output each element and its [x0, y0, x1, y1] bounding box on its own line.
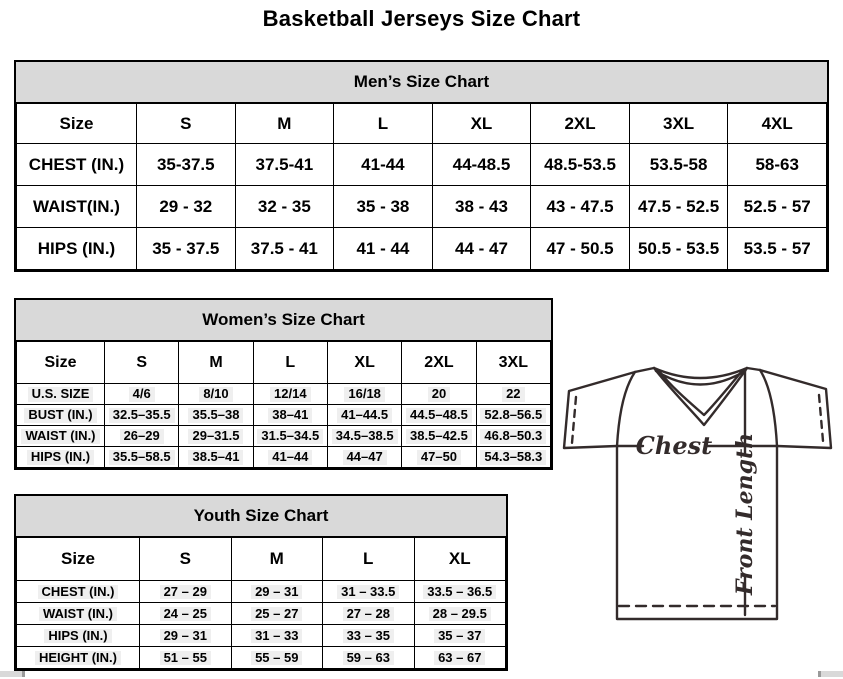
column-header: L	[253, 342, 327, 384]
size-value-cell: 20	[402, 384, 476, 405]
size-value-cell: 31.5–34.5	[253, 426, 327, 447]
size-value-cell: 53.5-58	[629, 144, 728, 186]
jersey-measurement-diagram	[555, 358, 840, 630]
size-value-cell: 29 – 31	[140, 625, 232, 647]
row-label: WAIST (IN.)	[17, 426, 105, 447]
size-value-cell: 59 – 63	[323, 647, 415, 669]
size-value-cell: 50.5 - 53.5	[629, 228, 728, 270]
row-label: U.S. SIZE	[17, 384, 105, 405]
column-header: Size	[17, 104, 137, 144]
size-value-cell: 27 – 28	[323, 603, 415, 625]
size-value-cell: 44.5–48.5	[402, 405, 476, 426]
size-value-cell: 26–29	[105, 426, 179, 447]
womens-size-table	[16, 341, 551, 468]
size-value-cell: 38 - 43	[432, 186, 531, 228]
measure-row	[17, 228, 827, 270]
size-value-cell: 47–50	[402, 447, 476, 468]
column-header: L	[323, 538, 415, 581]
page-title: Basketball Jerseys Size Chart	[262, 6, 581, 31]
size-value-cell: 48.5-53.5	[531, 144, 630, 186]
column-header: 4XL	[728, 104, 827, 144]
row-label: CHEST (IN.)	[17, 144, 137, 186]
column-header: M	[231, 538, 323, 581]
column-header: 3XL	[629, 104, 728, 144]
column-header: XL	[414, 538, 506, 581]
column-header: M	[179, 342, 253, 384]
row-label: WAIST(IN.)	[17, 186, 137, 228]
size-value-cell: 54.3–58.3	[476, 447, 550, 468]
size-value-cell: 35.5–38	[179, 405, 253, 426]
size-value-cell: 29 - 32	[137, 186, 236, 228]
column-header: 2XL	[531, 104, 630, 144]
size-value-cell: 35 – 37	[414, 625, 506, 647]
measure-row	[17, 426, 551, 447]
measure-row	[17, 144, 827, 186]
column-header: L	[334, 104, 433, 144]
jersey-right-cuff-dashed-line	[819, 395, 823, 441]
size-value-cell: 37.5-41	[235, 144, 334, 186]
measure-row	[17, 384, 551, 405]
horizontal-scrollbar-fragment-left[interactable]	[0, 671, 25, 677]
column-header: 3XL	[476, 342, 550, 384]
front-length-label: Front Length	[732, 432, 758, 596]
size-value-cell: 28 – 29.5	[414, 603, 506, 625]
size-value-cell: 44-48.5	[432, 144, 531, 186]
measure-row	[17, 186, 827, 228]
column-header: S	[140, 538, 232, 581]
size-value-cell: 16/18	[327, 384, 401, 405]
size-value-cell: 33.5 – 36.5	[414, 581, 506, 603]
size-value-cell: 4/6	[105, 384, 179, 405]
size-value-cell: 22	[476, 384, 550, 405]
size-value-cell: 41–44	[253, 447, 327, 468]
size-value-cell: 47 - 50.5	[531, 228, 630, 270]
row-label: HIPS (IN.)	[17, 625, 140, 647]
measure-row	[17, 603, 506, 625]
row-label: WAIST (IN.)	[17, 603, 140, 625]
column-header: Size	[17, 538, 140, 581]
size-value-cell: 51 – 55	[140, 647, 232, 669]
size-value-cell: 25 – 27	[231, 603, 323, 625]
chest-label: Chest	[635, 431, 713, 460]
size-value-cell: 12/14	[253, 384, 327, 405]
youth-size-table	[16, 537, 506, 669]
size-value-cell: 37.5 - 41	[235, 228, 334, 270]
size-value-cell: 24 – 25	[140, 603, 232, 625]
size-value-cell: 27 – 29	[140, 581, 232, 603]
mens-chart-title: Men’s Size Chart	[16, 62, 827, 103]
size-value-cell: 38–41	[253, 405, 327, 426]
size-value-cell: 38.5–41	[179, 447, 253, 468]
size-value-cell: 41-44	[334, 144, 433, 186]
size-value-cell: 55 – 59	[231, 647, 323, 669]
womens-size-chart-table	[14, 298, 553, 470]
measure-row	[17, 405, 551, 426]
size-value-cell: 44 - 47	[432, 228, 531, 270]
size-value-cell: 35-37.5	[137, 144, 236, 186]
measure-row	[17, 647, 506, 669]
size-value-cell: 35 - 37.5	[137, 228, 236, 270]
size-value-cell: 43 - 47.5	[531, 186, 630, 228]
size-value-cell: 46.8–50.3	[476, 426, 550, 447]
size-header-row	[17, 104, 827, 144]
row-label: HEIGHT (IN.)	[17, 647, 140, 669]
column-header: XL	[432, 104, 531, 144]
size-value-cell: 35.5–58.5	[105, 447, 179, 468]
size-value-cell: 29 – 31	[231, 581, 323, 603]
jersey-right-armhole	[760, 370, 777, 446]
column-header: S	[105, 342, 179, 384]
column-header: M	[235, 104, 334, 144]
size-value-cell: 8/10	[179, 384, 253, 405]
size-value-cell: 35 - 38	[334, 186, 433, 228]
measure-row	[17, 447, 551, 468]
column-header: Size	[17, 342, 105, 384]
womens-chart-title: Women’s Size Chart	[16, 300, 551, 341]
column-header: XL	[327, 342, 401, 384]
row-label: HIPS (IN.)	[17, 228, 137, 270]
size-value-cell: 58-63	[728, 144, 827, 186]
measure-row	[17, 625, 506, 647]
measure-row	[17, 581, 506, 603]
column-header: S	[137, 104, 236, 144]
jersey-left-armhole	[617, 372, 635, 446]
size-value-cell: 53.5 - 57	[728, 228, 827, 270]
size-value-cell: 52.8–56.5	[476, 405, 550, 426]
row-label: HIPS (IN.)	[17, 447, 105, 468]
size-value-cell: 32 - 35	[235, 186, 334, 228]
size-value-cell: 34.5–38.5	[327, 426, 401, 447]
size-value-cell: 44–47	[327, 447, 401, 468]
size-value-cell: 38.5–42.5	[402, 426, 476, 447]
size-header-row	[17, 342, 551, 384]
horizontal-scrollbar-fragment-right[interactable]	[818, 671, 843, 677]
mens-size-chart-table	[14, 60, 829, 272]
size-value-cell: 63 – 67	[414, 647, 506, 669]
row-label: CHEST (IN.)	[17, 581, 140, 603]
column-header: 2XL	[402, 342, 476, 384]
size-value-cell: 41 - 44	[334, 228, 433, 270]
size-value-cell: 31 – 33.5	[323, 581, 415, 603]
size-value-cell: 41–44.5	[327, 405, 401, 426]
size-value-cell: 52.5 - 57	[728, 186, 827, 228]
size-value-cell: 47.5 - 52.5	[629, 186, 728, 228]
size-value-cell: 31 – 33	[231, 625, 323, 647]
jersey-left-cuff-dashed-line	[572, 397, 576, 443]
size-value-cell: 32.5–35.5	[105, 405, 179, 426]
size-value-cell: 33 – 35	[323, 625, 415, 647]
youth-size-chart-table	[14, 494, 508, 671]
youth-chart-title: Youth Size Chart	[16, 496, 506, 537]
size-value-cell: 29–31.5	[179, 426, 253, 447]
jersey-left-shoulder	[635, 368, 654, 372]
row-label: BUST (IN.)	[17, 405, 105, 426]
jersey-right-shoulder	[747, 368, 760, 370]
size-header-row	[17, 538, 506, 581]
mens-size-table	[16, 103, 827, 270]
